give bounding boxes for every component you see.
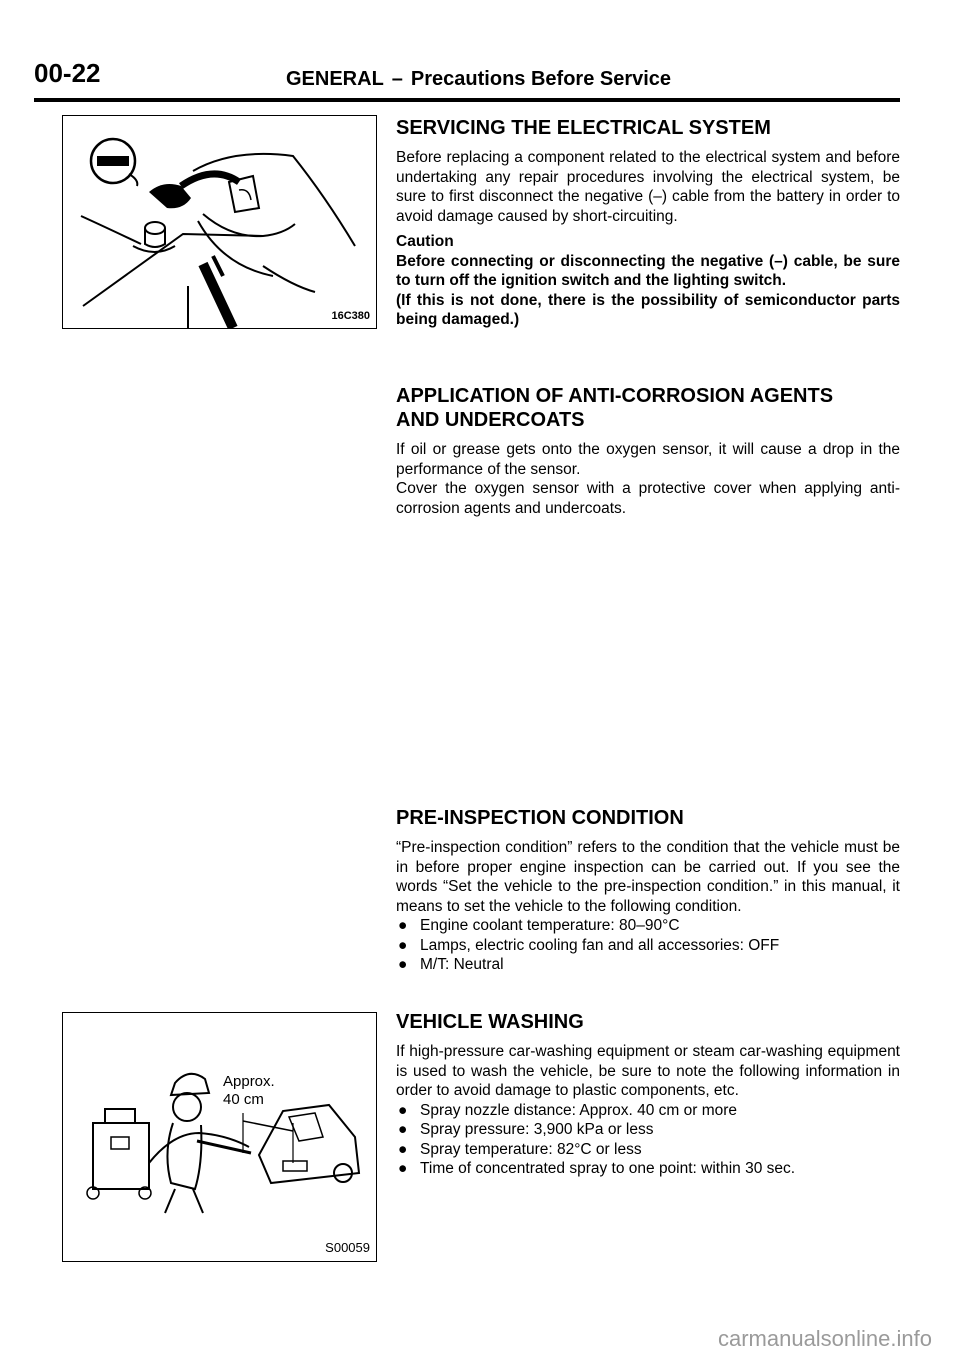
list-item xyxy=(396,1101,900,1121)
anticorrosion-title xyxy=(396,384,900,432)
caution-text: Before connecting or disconnecting the negative (–) cable, be sure to turn off the ignition switch and the lighting switch. xyxy=(396,252,900,289)
page-header xyxy=(34,58,900,102)
caution-note: (If this is not done, there is the possibility of semiconductor parts being damaged.) xyxy=(396,291,900,328)
anticorrosion-title-line2: AND UNDERCOATS xyxy=(396,409,585,431)
anticorrosion-para2: Cover the oxygen sensor with a protective cover when applying anti-corrosion agents and undercoats. xyxy=(396,480,900,517)
list-item-text: Spray pressure: 3,900 kPa or less xyxy=(420,1121,654,1138)
washing-body: If high-pressure car-washing equipment or steam car-washing equipment is used to wash the vehicle, be sure to note the following information in order to avoid damage to plastic components, etc. xyxy=(396,1043,900,1099)
anticorrosion-para1: If oil or grease gets onto the oxygen sensor, it will cause a drop in the performance of the sensor. xyxy=(396,441,900,478)
list-item-text: Engine coolant temperature: 80–90°C xyxy=(420,917,680,934)
page-number: 00-22 xyxy=(34,58,101,88)
list-item xyxy=(396,1159,900,1179)
list-item xyxy=(396,1140,900,1160)
header-title xyxy=(286,68,671,91)
list-item-text: Spray temperature: 82°C or less xyxy=(420,1140,642,1158)
section-anticorrosion xyxy=(396,384,900,518)
header-subsection: Precautions Before Service xyxy=(410,68,672,90)
bullet-icon: ● xyxy=(398,1140,408,1158)
preinspection-list xyxy=(396,916,900,975)
list-item xyxy=(396,955,900,975)
list-item xyxy=(396,916,900,936)
battery-illustration xyxy=(63,116,376,328)
list-item-text: Lamps, electric cooling fan and all accessories: OFF xyxy=(420,936,780,954)
washing-illustration xyxy=(63,1013,376,1261)
battery-figure-code: 16C380 xyxy=(331,310,370,322)
list-item xyxy=(396,1120,900,1140)
bullet-icon: ● xyxy=(398,956,408,973)
caution-label: Caution xyxy=(396,233,454,250)
battery-figure xyxy=(62,115,377,329)
electrical-title: SERVICING THE ELECTRICAL SYSTEM xyxy=(396,117,771,139)
watermark: carmanualsonline.info xyxy=(717,1326,932,1351)
electrical-body: Before replacing a component related to the electrical system and before undertaking any repair procedures involving the electrical system, be sure to first disconnect the negative (–) cable from the battery in order to avoid damage caused by short-circuiting. xyxy=(396,149,900,225)
list-item xyxy=(396,936,900,956)
anticorrosion-title-line1: APPLICATION OF ANTI-CORROSION AGENTS xyxy=(396,385,834,407)
preinspection-title: PRE-INSPECTION CONDITION xyxy=(396,807,684,829)
section-electrical xyxy=(396,116,900,330)
section-washing xyxy=(396,1010,900,1179)
list-item-text: Spray nozzle distance: Approx. 40 cm or more xyxy=(420,1101,738,1119)
section-preinspection xyxy=(396,806,900,975)
header-section: GENERAL xyxy=(286,68,384,90)
bullet-icon: ● xyxy=(398,1160,408,1177)
preinspection-body: “Pre-inspection condition” refers to the condition that the vehicle must be in before proper engine inspection can be carried out. If you see the words “Set the vehicle to the pre-inspection condition.” in this manual, it means to set the vehicle to the following condition. xyxy=(396,839,900,915)
washing-figure xyxy=(62,1012,377,1262)
list-item-text: Time of concentrated spray to one point: within 30 sec. xyxy=(420,1160,796,1177)
header-separator: – xyxy=(391,68,403,90)
washing-label-distance: 40 cm xyxy=(223,1091,264,1108)
washing-list xyxy=(396,1101,900,1179)
list-item-text: M/T: Neutral xyxy=(420,956,504,973)
bullet-icon: ● xyxy=(398,936,408,954)
washing-figure-code: S00059 xyxy=(325,1240,370,1255)
washing-title: VEHICLE WASHING xyxy=(396,1011,584,1033)
bullet-icon: ● xyxy=(398,1101,408,1119)
bullet-icon: ● xyxy=(398,917,408,934)
washing-label-approx: Approx. xyxy=(223,1073,275,1090)
bullet-icon: ● xyxy=(398,1121,408,1138)
